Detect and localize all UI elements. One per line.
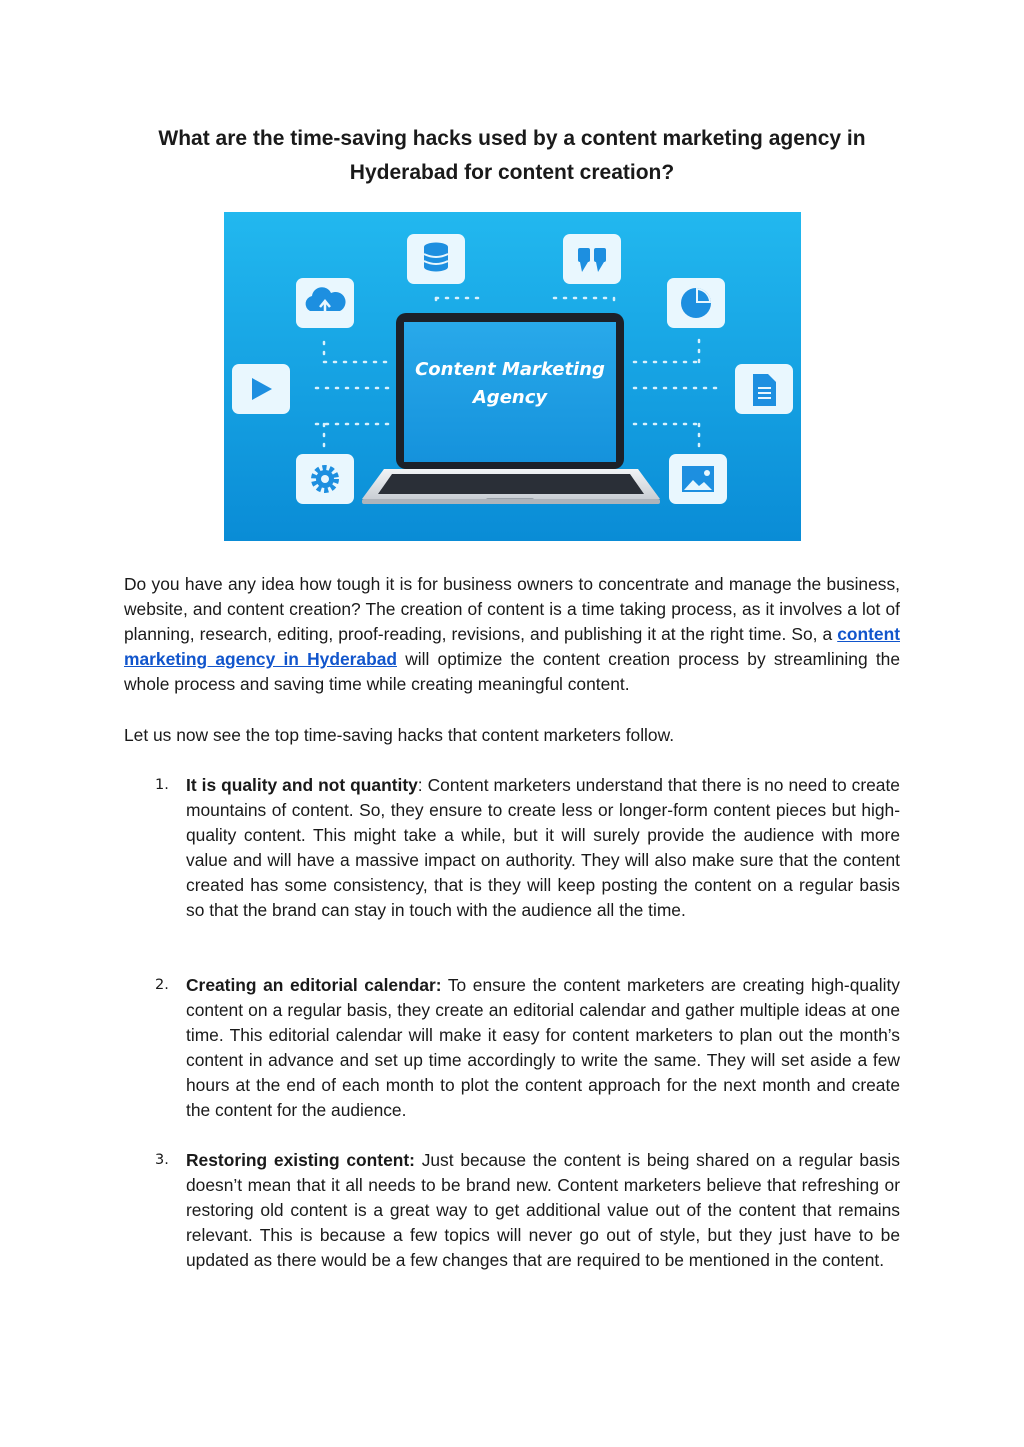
hero-illustration — [224, 212, 801, 541]
laptop-screen-text-1: Content Marketing — [415, 359, 605, 380]
laptop-screen-text-2: Agency — [472, 387, 548, 408]
lead-in-paragraph: Let us now see the top time-saving hacks that content marketers follow. — [124, 725, 675, 745]
document-icon — [735, 364, 793, 414]
gear-icon — [296, 454, 354, 504]
play-icon — [232, 364, 290, 414]
list-item — [186, 973, 900, 1123]
list-item-heading: It is quality and not quantity — [186, 775, 418, 795]
list-item-heading: Creating an editorial calendar: — [186, 975, 442, 995]
list-item-number: 1. — [155, 777, 169, 793]
quote-icon — [563, 234, 621, 284]
list-item-number: 2. — [155, 977, 169, 993]
page-title: What are the time-saving hacks used by a content marketing agency in Hyderabad for content creation? — [158, 127, 866, 184]
list-item-body: : Content marketers understand that there is no need to create mountains of content. So, they ensure to create less or longer-form content pieces but high-quality content. This might take a while, but it will surely provide the audience with more value and will have a massive impact on authority. They will also make sure that the content created has some consistency, that is they will keep posting the content on a regular basis so that the brand can stay in touch with the audience all the time. — [186, 775, 900, 920]
list-item-body: Just because the content is being shared on a regular basis doesn’t mean that it all needs to be brand new. Content marketers believe that refreshing or restoring old content is a great way to get additional value out of the content that remains relevant. This is because a few topics will never go out of style, but they just have to be updated as there would be a few changes that are required to be mentioned in the content. — [186, 1150, 900, 1270]
list-item — [186, 1148, 900, 1273]
list-item-body: To ensure the content marketers are creating high-quality content on a regular basis, they create an editorial calendar and gather multiple ideas at one time. This editorial calendar will make it easy for content marketers to plan out the month’s content in advance and set up time accordingly to write the same. They will set aside a few hours at the end of each month to plot the content approach for the next month and create the content for the audience. — [186, 975, 900, 1120]
pie-chart-icon — [667, 278, 725, 328]
list-item-number: 3. — [155, 1152, 169, 1168]
cloud-upload-icon — [296, 278, 354, 328]
intro-paragraph: Do you have any idea how tough it is for business owners to concentrate and manage the business, website, and content creation? The creation of content is a time taking process, as it involves a lot of planning, research, editing, proof-reading, revisions, and publishing it at the right time. So, a content marketing agency in Hyderabad will optimize the content creation process by streamlining the whole process and saving time while creating meaningful content. — [124, 574, 900, 694]
laptop-illustration — [362, 313, 660, 504]
list-item-heading: Restoring existing content: — [186, 1150, 415, 1170]
database-icon — [407, 234, 465, 284]
content-marketing-link[interactable]: content marketing agency in Hyderabad — [124, 624, 900, 669]
list-item — [186, 773, 900, 923]
image-icon — [669, 454, 727, 504]
